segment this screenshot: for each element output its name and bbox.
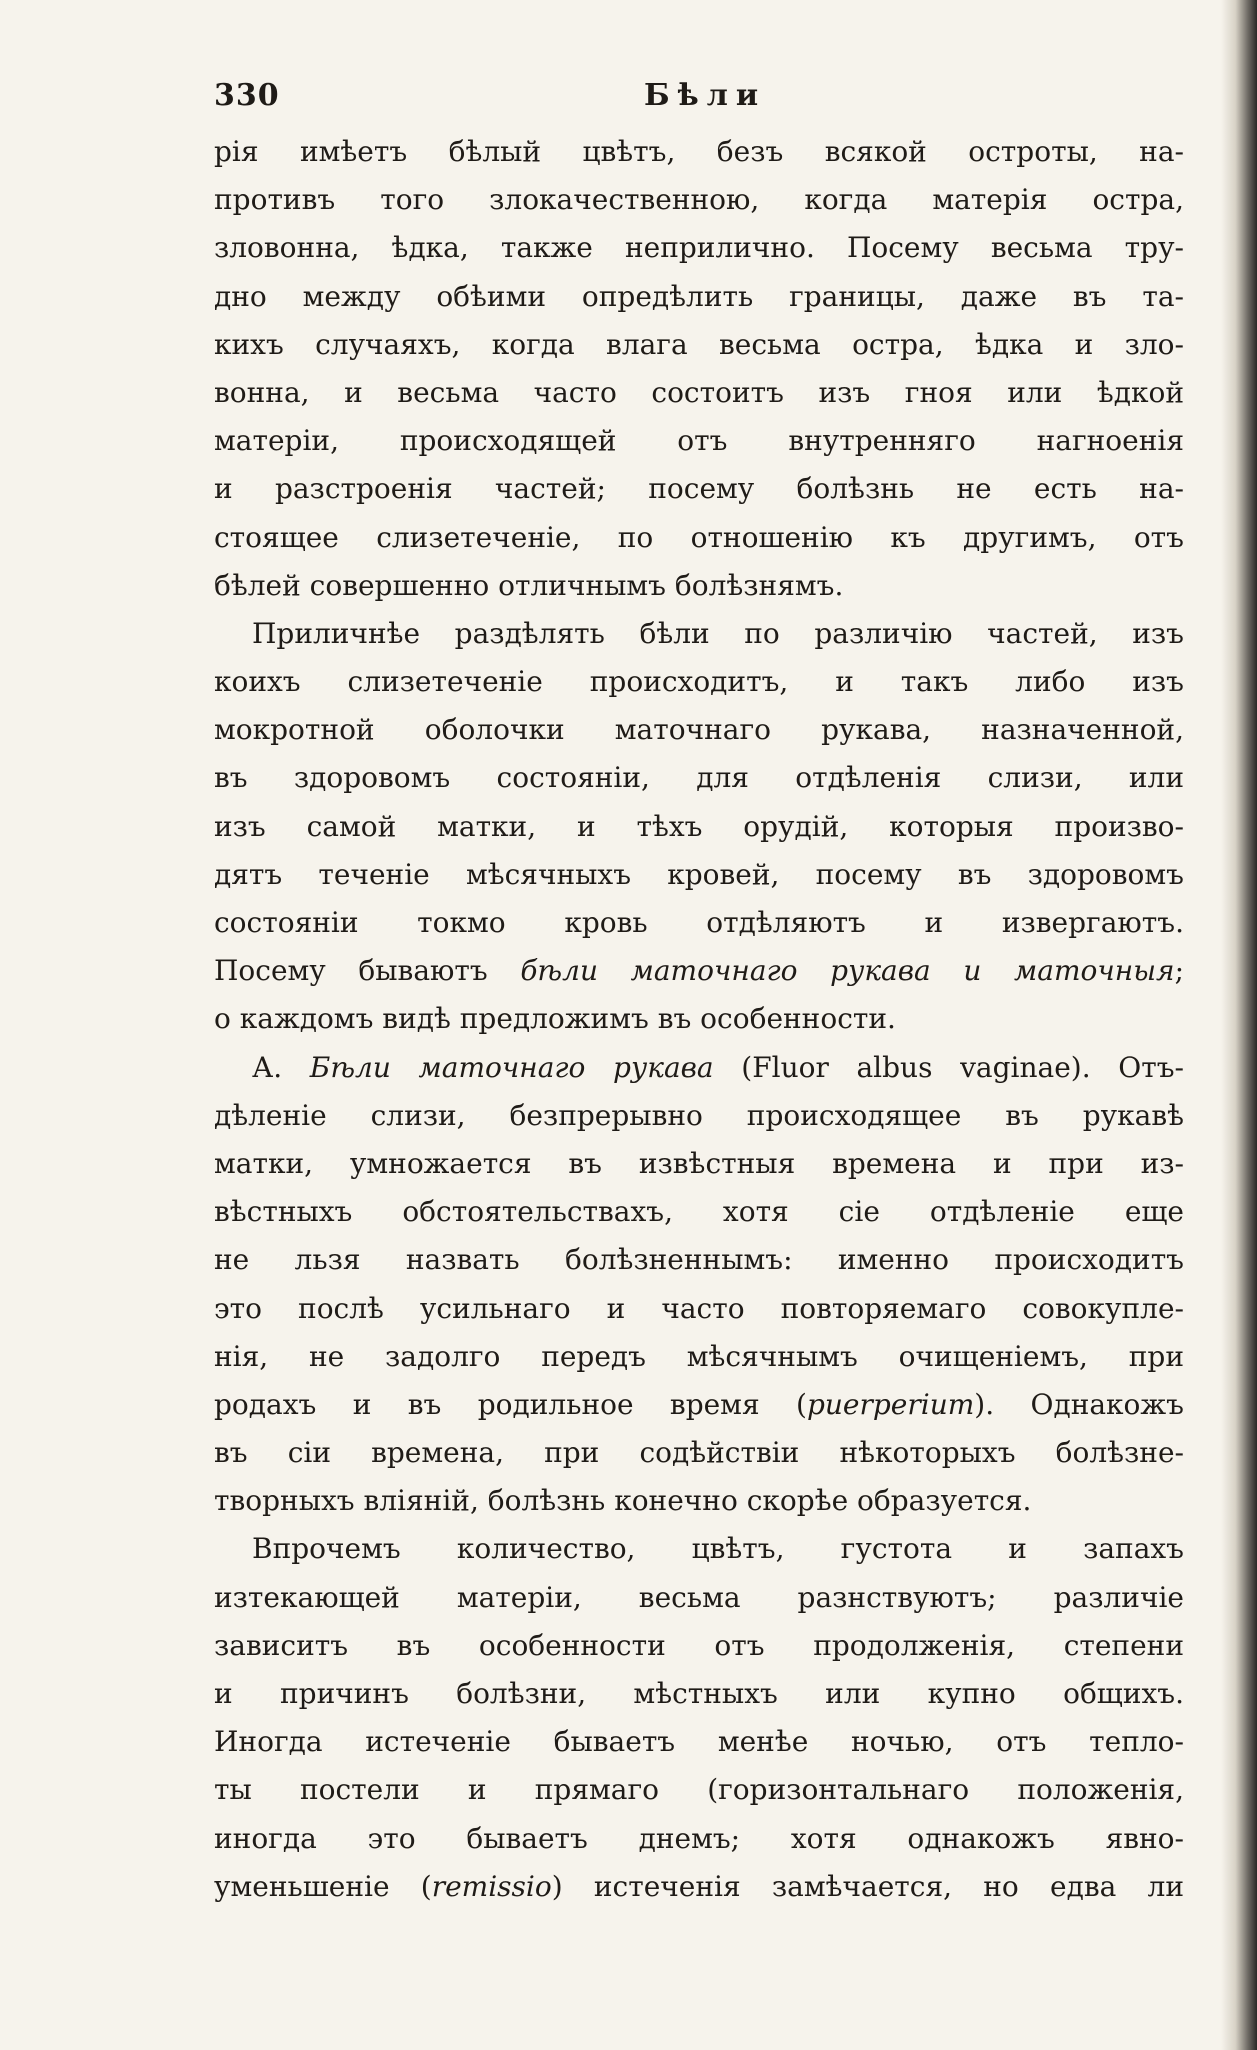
text-line: не льзя назвать болѣзненнымъ: именно происходитъ (214, 1243, 1184, 1277)
text-line (214, 1863, 1184, 1911)
text-line: вѣстныхъ обстоятельствахъ, хотя сіе отдѣленіе еще (214, 1195, 1184, 1229)
italic-term: remissio (431, 1869, 552, 1903)
text-line: матеріи, происходящей отъ внутренняго нагноенія (214, 424, 1184, 458)
text-line: вонна, и весьма часто состоитъ изъ гноя или ѣдкой (214, 375, 1184, 409)
line-text: А. (252, 1050, 310, 1084)
text-line: зависитъ въ особенности отъ продолженія, степени (214, 1628, 1184, 1662)
line-text: (Fluor albus vaginae). Отъ- (713, 1050, 1184, 1084)
page-edge-shadow (1221, 0, 1257, 2050)
line-text: ; (1174, 954, 1184, 988)
page-header (214, 78, 1174, 122)
text-line: дно между обѣими опредѣлить границы, даже въ та- (214, 279, 1184, 313)
text-line: рія имѣетъ бѣлый цвѣтъ, безъ всякой остроты, на- (214, 135, 1184, 168)
line-text: Посему бываютъ (214, 954, 521, 988)
line-text: ) истеченія замѣчается, но едва ли (551, 1869, 1184, 1903)
text-line: зловонна, ѣдка, также неприлично. Посему весьма тру- (214, 231, 1184, 265)
text-line: творныхъ вліяній, болѣзнь конечно скорѣе образуется. (214, 1484, 1032, 1518)
running-head: Бѣли (644, 78, 767, 113)
text-line: изтекающей матеріи, весьма разнствуютъ; различіе (214, 1580, 1184, 1614)
text-line: въ здоровомъ состояніи, для отдѣленія слизи, или (214, 761, 1184, 795)
text-line: иногда это бываетъ днемъ; хотя однакожъ явно- (214, 1821, 1184, 1855)
text-line: Иногда истеченіе бываетъ менѣе ночью, отъ тепло- (214, 1725, 1184, 1759)
line-text: ). Однакожъ (974, 1387, 1184, 1421)
text-line (214, 947, 1184, 995)
text-line: о каждомъ видѣ предложимъ въ особенности. (214, 1002, 896, 1036)
text-line: нія, не задолго передъ мѣсячнымъ очищеніемъ, при (214, 1339, 1184, 1373)
italic-term: Бѣли маточнаго рукава (309, 1050, 714, 1084)
text-line (214, 1044, 1184, 1092)
text-line: бѣлей совершенно отличнымъ болѣзнямъ. (214, 568, 844, 602)
text-line: и причинъ болѣзни, мѣстныхъ или купно общихъ. (214, 1677, 1184, 1710)
text-line: въ сіи времена, при содѣйствіи нѣкоторыхъ болѣзне- (214, 1436, 1184, 1470)
text-line: и разстроенія частей; посему болѣзнь не есть на- (214, 472, 1184, 506)
text-line: противъ того злокачественною, когда матерія остра, (214, 183, 1184, 217)
text-line (214, 1381, 1184, 1429)
line-text: уменьшеніе ( (214, 1869, 432, 1903)
text-line: это послѣ усильнаго и часто повторяемаго совокупле- (214, 1291, 1184, 1325)
text-line: ты постели и прямаго (горизонтальнаго положенія, (214, 1773, 1184, 1807)
page-number: 330 (214, 78, 280, 113)
text-line: Приличнѣе раздѣлять бѣли по различію частей, изъ (252, 616, 1184, 650)
body-text (214, 128, 1184, 1911)
text-line: состояніи токмо кровь отдѣляютъ и извергаютъ. (214, 906, 1184, 939)
text-line: кихъ случаяхъ, когда влага весьма остра, ѣдка и зло- (214, 327, 1184, 361)
text-line: матки, умножается въ извѣстныя времена и при из- (214, 1146, 1184, 1180)
text-line: мокротной оболочки маточнаго рукава, назначенной, (214, 713, 1184, 747)
text-line: изъ самой матки, и тѣхъ орудій, которыя произво- (214, 809, 1184, 843)
text-line: дѣленіе слизи, безпрерывно происходящее въ рукавѣ (214, 1098, 1184, 1132)
italic-term: puerperium (806, 1387, 975, 1421)
text-line: коихъ слизетеченіе происходитъ, и такъ либо изъ (214, 665, 1184, 699)
line-text: родахъ и въ родильное время ( (214, 1387, 807, 1421)
text-line: дятъ теченіе мѣсячныхъ кровей, посему въ здоровомъ (214, 857, 1184, 891)
text-line: стоящее слизетеченіе, по отношенію къ другимъ, отъ (214, 520, 1184, 554)
text-line: Впрочемъ количество, цвѣтъ, густота и запахъ (252, 1532, 1184, 1566)
italic-term: бѣли маточнаго рукава и маточныя (520, 954, 1175, 988)
